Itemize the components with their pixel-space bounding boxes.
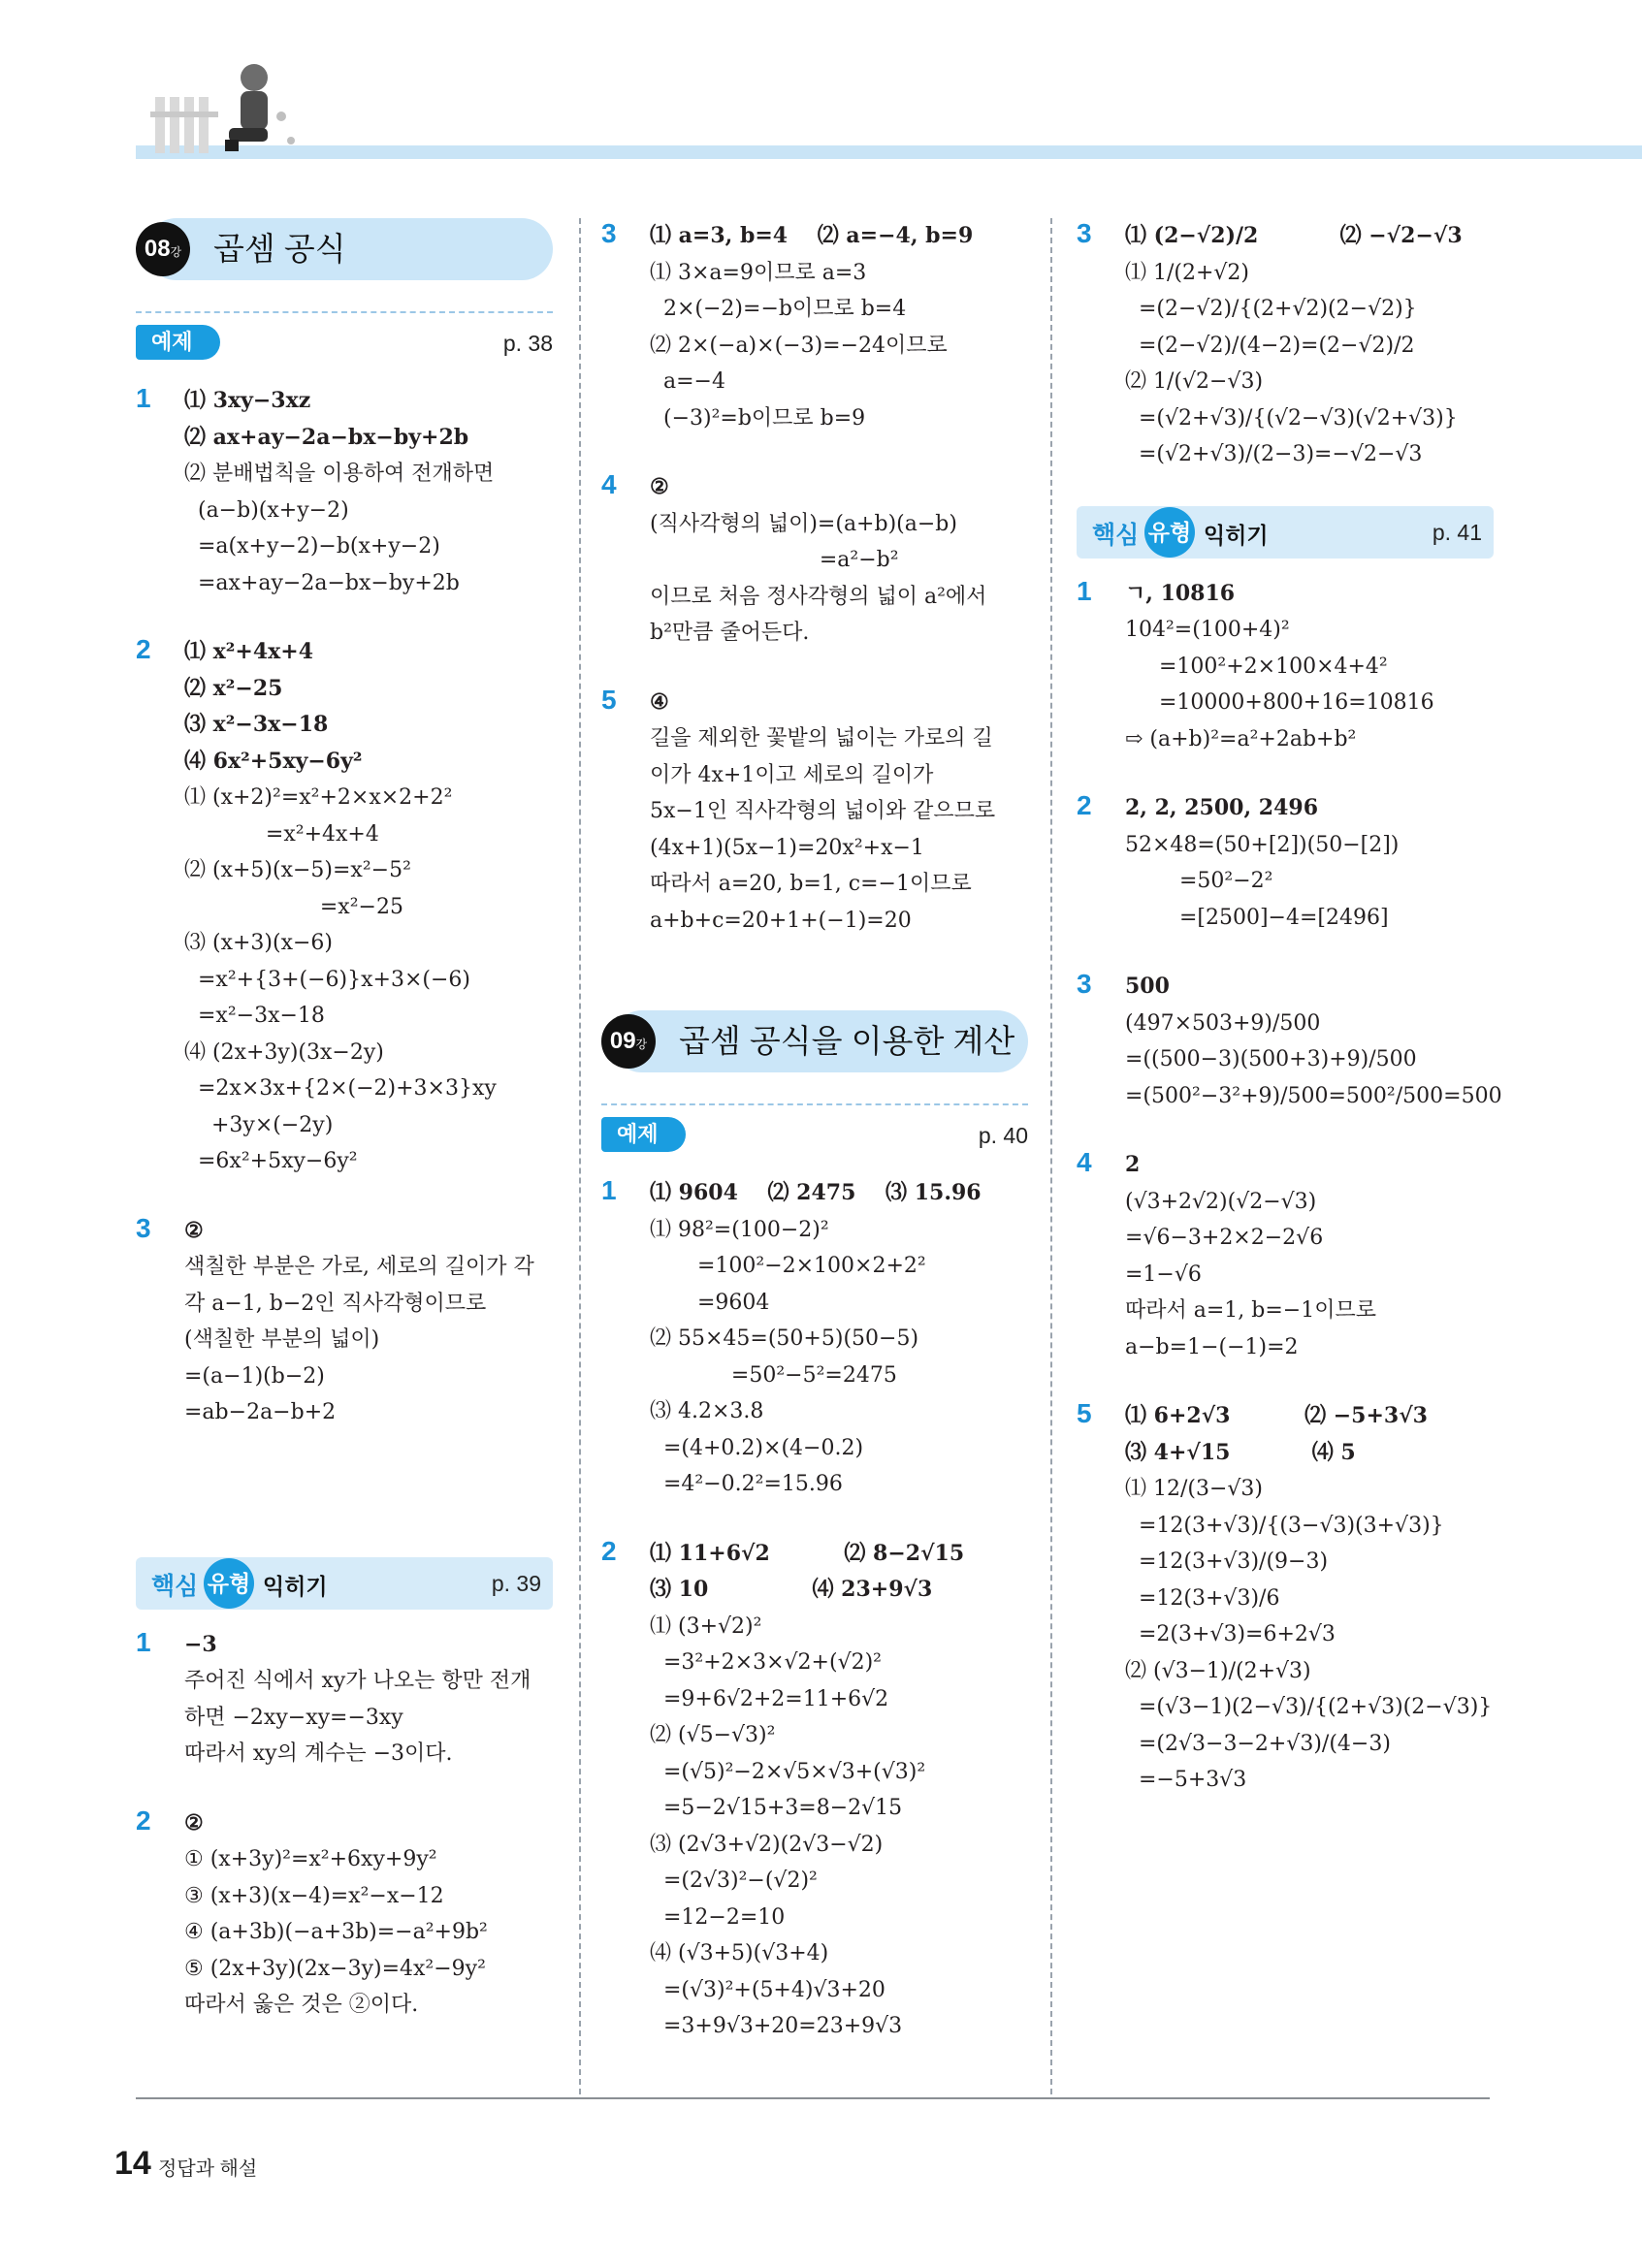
- problem: [1077, 969, 1502, 1114]
- solution-line: 이므로 처음 정사각형의 넓이 a²에서: [650, 584, 987, 609]
- solution-line: b²만큼 줄어든다.: [650, 621, 810, 645]
- solution-line: =12(3+√3)/{(3−√3)(3+√3)}: [1125, 1513, 1444, 1538]
- solution-line: ⑴ 9604 ⑵ 2475 ⑶ 15.96: [650, 1180, 982, 1205]
- solution-line: =12(3+√3)/(9−3): [1125, 1549, 1329, 1574]
- solution-line: ⑶ 4+√15 ⑷ 5: [1125, 1439, 1356, 1465]
- solution-line: =12−2=10: [650, 1904, 786, 1930]
- solution-line: =9+6√2+2=11+6√2: [650, 1686, 889, 1711]
- problem: [601, 469, 1028, 652]
- problem: [136, 383, 553, 601]
- solution-line: =5−2√15+3=8−2√15: [650, 1796, 903, 1820]
- solution-line: =(√3)²+(5+4)√3+20: [650, 1977, 885, 2002]
- section-core-type: 핵심 유형 익히기 p. 39: [136, 1557, 553, 1610]
- column-2: [601, 218, 1028, 2078]
- solution-line: =9604: [650, 1290, 770, 1315]
- solution-line: ⑶ x²−3x−18: [184, 712, 329, 737]
- lesson-header: [601, 1010, 1028, 1072]
- lesson-title: 곱셈 공식을 이용한 계산: [679, 1023, 1015, 1059]
- solution-line: ⑶ (x+3)(x−6): [184, 931, 334, 955]
- solution-line: ⑶ (2√3+√2)(2√3−√2): [650, 1832, 884, 1857]
- problem-number: 2: [136, 1805, 151, 1836]
- problem-number: 2: [601, 1535, 617, 1566]
- solution-line: 500: [1125, 974, 1170, 999]
- solution-line: ⑴ 6+2√3 ⑵ −5+3√3: [1125, 1403, 1428, 1428]
- section-tag: 예제: [601, 1117, 686, 1152]
- problem: [1077, 1147, 1494, 1365]
- header-band: [136, 145, 1642, 159]
- solution-line: 104²=(100+4)²: [1125, 618, 1290, 642]
- solution-line: =(4+0.2)×(4−0.2): [650, 1435, 864, 1460]
- section-page-ref: p. 41: [1432, 519, 1482, 545]
- solution-line: ⑴ 3×a=9이므로 a=3: [650, 260, 867, 285]
- solution-line: 52×48=(50+[2])(50−[2]): [1125, 832, 1400, 857]
- solution-line: ⑵ 분배법칙을 이용하여 전개하면: [184, 462, 495, 486]
- solution-line: =1−√6: [1125, 1262, 1202, 1287]
- solution-line: 2: [1125, 1152, 1141, 1177]
- solution-line: 따라서 a=1, b=−1이므로: [1125, 1298, 1376, 1323]
- solution-line: ③ (x+3)(x−4)=x²−x−12: [184, 1883, 444, 1908]
- solution-line: 따라서 a=20, b=1, c=−1이므로: [650, 872, 972, 896]
- problem-list: [136, 383, 553, 1431]
- problem-number: 3: [1077, 218, 1092, 248]
- column-3: [1077, 218, 1502, 1832]
- problem-number: 1: [1077, 575, 1092, 606]
- solution-line: 색칠한 부분은 가로, 세로의 길이가 각: [184, 1255, 534, 1279]
- solution-line: +3y×(−2y): [184, 1112, 334, 1137]
- column-divider: [1050, 218, 1052, 2094]
- problem-list: [136, 1627, 553, 2024]
- solution-line: ⑵ 2×(−a)×(−3)=−24이므로: [650, 333, 948, 358]
- solution-line: =(2√3−3−2+√3)/(4−3): [1125, 1731, 1391, 1756]
- solution-line: ⑴ (x+2)²=x²+2×x×2+2²: [184, 785, 453, 810]
- solution-line: ⑴ x²+4x+4: [184, 639, 314, 664]
- solution-line: ⑵ (x+5)(x−5)=x²−5²: [184, 858, 411, 882]
- solution-line: =3²+2×3×√2+(√2)²: [650, 1650, 882, 1675]
- solution-line: ④ (a+3b)(−a+3b)=−a²+9b²: [184, 1920, 488, 1944]
- section-page-ref: p. 38: [502, 331, 553, 356]
- problem: [136, 634, 553, 1180]
- solution-line: =a²−b²: [650, 548, 899, 572]
- solution-line: =3+9√3+20=23+9√3: [650, 2014, 903, 2038]
- problem-number: 5: [601, 684, 617, 715]
- problem: [601, 1175, 1028, 1503]
- solution-line: =x²−25: [184, 894, 403, 919]
- solution-line: =(500²−3²+9)/500=500²/500=500: [1125, 1083, 1502, 1108]
- problem-number: 4: [1077, 1147, 1092, 1177]
- lesson-number-badge: 09강: [601, 1014, 656, 1069]
- problem-list: [601, 218, 1028, 939]
- solution-line: ⑴ 98²=(100−2)²: [650, 1217, 829, 1242]
- solution-line: =x²−3x−18: [184, 1004, 325, 1028]
- solution-line: a−b=1−(−1)=2: [1125, 1334, 1299, 1359]
- problem: [1077, 790, 1494, 936]
- solution-line: =(2−√2)/{(2+√2)(2−√2)}: [1125, 297, 1417, 321]
- lesson-number-badge: 08강: [136, 222, 190, 276]
- column-divider: [579, 218, 581, 2094]
- solution-line: ⑷ 6x²+5xy−6y²: [184, 748, 363, 774]
- solution-line: 각 a−1, b−2인 직사각형이므로: [184, 1291, 487, 1316]
- lesson-header: [136, 218, 553, 280]
- problem: [136, 1627, 553, 1773]
- gardener-illustration: [145, 58, 310, 165]
- solution-line: (497×503+9)/500: [1125, 1010, 1321, 1036]
- solution-line: =50²−5²=2475: [650, 1362, 897, 1388]
- solution-line: =100²+2×100×4+4²: [1125, 654, 1388, 679]
- problem-list: [601, 1175, 1028, 2045]
- solution-line: =[2500]−4=[2496]: [1125, 905, 1389, 930]
- section-example: [136, 325, 553, 364]
- solution-line: ⑵ (√5−√3)²: [650, 1723, 776, 1747]
- solution-line: ⑴ (3+√2)²: [650, 1613, 762, 1639]
- solution-line: =a(x+y−2)−b(x+y−2): [184, 534, 440, 559]
- solution-line: ⑵ (√3−1)/(2+√3): [1125, 1658, 1311, 1683]
- solution-line: ⑵ 1/(√2−√3): [1125, 369, 1264, 394]
- problem: [601, 218, 1028, 436]
- problem-number: 2: [1077, 790, 1092, 820]
- section-page-ref: p. 39: [491, 1570, 541, 1596]
- solution-line: =4²−0.2²=15.96: [650, 1472, 843, 1496]
- problem-number: 3: [601, 218, 617, 248]
- problem: [1077, 576, 1494, 758]
- solution-line: ⑤ (2x+3y)(2x−3y)=4x²−9y²: [184, 1956, 486, 1981]
- problem: [136, 1805, 553, 2024]
- solution-line: =(a−1)(b−2): [184, 1363, 325, 1389]
- problem-list: [1077, 575, 1502, 1799]
- solution-line: ㄱ, 10816: [1125, 580, 1236, 606]
- footer-label: 정답과 해설: [158, 2158, 258, 2180]
- problem-number: 1: [136, 383, 151, 413]
- solution-line: ⑵ 55×45=(50+5)(50−5): [650, 1326, 919, 1351]
- solution-line: ⑴ 1/(2+√2): [1125, 260, 1250, 285]
- solution-line: =−5+3√3: [1125, 1768, 1247, 1792]
- solution-line: a=−4: [650, 369, 725, 394]
- solution-line: =ab−2a−b+2: [184, 1400, 337, 1424]
- solution-line: =(√2+√3)/(2−3)=−√2−√3: [1125, 442, 1423, 466]
- lesson-pill: [145, 218, 553, 280]
- column-1: [136, 218, 553, 2057]
- problem-number: 3: [1077, 969, 1092, 999]
- solution-line: −3: [184, 1631, 217, 1657]
- section-page-ref: p. 40: [978, 1123, 1028, 1148]
- solution-line: ⑴ a=3, b=4 ⑵ a=−4, b=9: [650, 223, 974, 248]
- solution-line: (√3+2√2)(√2−√3): [1125, 1189, 1317, 1214]
- solution-line: 따라서 옳은 것은 ②이다.: [184, 1993, 419, 2017]
- problem-number: 1: [601, 1175, 617, 1205]
- solution-line: (a−b)(x+y−2): [184, 497, 349, 523]
- solution-line: 2, 2, 2500, 2496: [1125, 795, 1319, 820]
- problem: [1077, 1398, 1494, 1799]
- problem-list: [1077, 218, 1494, 473]
- footer-rule: [136, 2097, 1490, 2099]
- problem-number: 2: [136, 634, 151, 664]
- problem: [136, 1213, 553, 1431]
- solution-line: ⑶ 10 ⑷ 23+9√3: [650, 1577, 933, 1602]
- solution-line: (직사각형의 넓이)=(a+b)(a−b): [650, 511, 957, 536]
- solution-line: =(2√3)²−(√2)²: [650, 1869, 818, 1893]
- solution-line: ⑵ x²−25: [184, 675, 283, 701]
- solution-line: 2×(−2)=−b이므로 b=4: [650, 297, 907, 321]
- solution-line: =((500−3)(500+3)+9)/500: [1125, 1047, 1417, 1071]
- problem: [601, 685, 1028, 940]
- solution-line: =50²−2²: [1125, 869, 1273, 893]
- solution-line: ②: [184, 1217, 204, 1243]
- solution-line: =(2−√2)/(4−2)=(2−√2)/2: [1125, 333, 1415, 358]
- solution-line: ⑴ 12/(3−√3): [1125, 1477, 1264, 1501]
- solution-line: =10000+800+16=10816: [1125, 690, 1434, 715]
- solution-line: ④: [650, 688, 669, 715]
- solution-line: ⇨ (a+b)²=a²+2ab+b²: [1125, 726, 1357, 751]
- problem-number: 5: [1077, 1398, 1092, 1428]
- page-number: 14: [114, 2145, 151, 2182]
- solution-line: (4x+1)(5x−1)=20x²+x−1: [650, 835, 924, 860]
- solution-line: =x²+{3+(−6)}x+3×(−6): [184, 967, 470, 992]
- solution-line: =(√3−1)(2−√3)/{(2+√3)(2−√3)}: [1125, 1695, 1493, 1719]
- solution-line: 길을 제외한 꽃밭의 넓이는 가로의 길: [650, 726, 993, 751]
- solution-line: 주어진 식에서 xy가 나오는 항만 전개: [184, 1669, 531, 1693]
- solution-line: ⑷ (2x+3y)(3x−2y): [184, 1039, 384, 1065]
- problem: [1077, 218, 1494, 473]
- solution-line: =√6−3+2×2−2√6: [1125, 1226, 1324, 1250]
- solution-line: ⑶ 4.2×3.8: [650, 1399, 764, 1423]
- problem: [601, 1536, 1028, 2045]
- solution-line: ⑴ (2−√2)/2 ⑵ −√2−√3: [1125, 223, 1463, 248]
- solution-line: (색칠한 부분의 넓이): [184, 1327, 380, 1352]
- solution-line: =12(3+√3)/6: [1125, 1585, 1280, 1611]
- solution-line: ⑵ ax+ay−2a−bx−by+2b: [184, 424, 469, 450]
- lesson-title: 곱셈 공식: [213, 231, 346, 267]
- solution-line: 이가 4x+1이고 세로의 길이가: [650, 762, 934, 787]
- solution-line: ⑷ (√3+5)(√3+4): [650, 1941, 829, 1965]
- problem-number: 3: [136, 1212, 151, 1243]
- problem-number: 1: [136, 1626, 151, 1657]
- solution-line: 따라서 xy의 계수는 −3이다.: [184, 1741, 453, 1766]
- solution-line: =6x²+5xy−6y²: [184, 1149, 358, 1173]
- solution-line: ⑴ 3xy−3xz: [184, 388, 311, 413]
- solution-line: 하면 −2xy−xy=−3xy: [184, 1705, 403, 1730]
- section-core-type: 핵심 유형 익히기 p. 41: [1077, 506, 1494, 559]
- problem-number: 4: [601, 469, 617, 499]
- solution-line: =x²+4x+4: [184, 821, 379, 847]
- solution-line: =2(3+√3)=6+2√3: [1125, 1622, 1336, 1646]
- solution-line: =ax+ay−2a−bx−by+2b: [184, 570, 460, 595]
- solution-line: (−3)²=b이므로 b=9: [650, 405, 866, 431]
- solution-line: ① (x+3y)²=x²+6xy+9y²: [184, 1847, 437, 1871]
- solution-line: =(√2+√3)/{(√2−√3)(√2+√3)}: [1125, 405, 1458, 431]
- section-example: [601, 1117, 1028, 1156]
- solution-line: 5x−1인 직사각형의 넓이와 같으므로: [650, 799, 996, 823]
- solution-line: ⑴ 11+6√2 ⑵ 8−2√15: [650, 1540, 965, 1566]
- solution-line: =2x×3x+{2×(−2)+3×3}xy: [184, 1076, 497, 1101]
- solution-line: a+b+c=20+1+(−1)=20: [650, 908, 912, 933]
- solution-line: ②: [184, 1809, 204, 1836]
- section-tag: 예제: [136, 325, 220, 360]
- solution-line: =100²−2×100×2+2²: [650, 1254, 926, 1278]
- solution-line: =(√5)²−2×√5×√3+(√3)²: [650, 1759, 926, 1784]
- solution-line: ②: [650, 474, 669, 499]
